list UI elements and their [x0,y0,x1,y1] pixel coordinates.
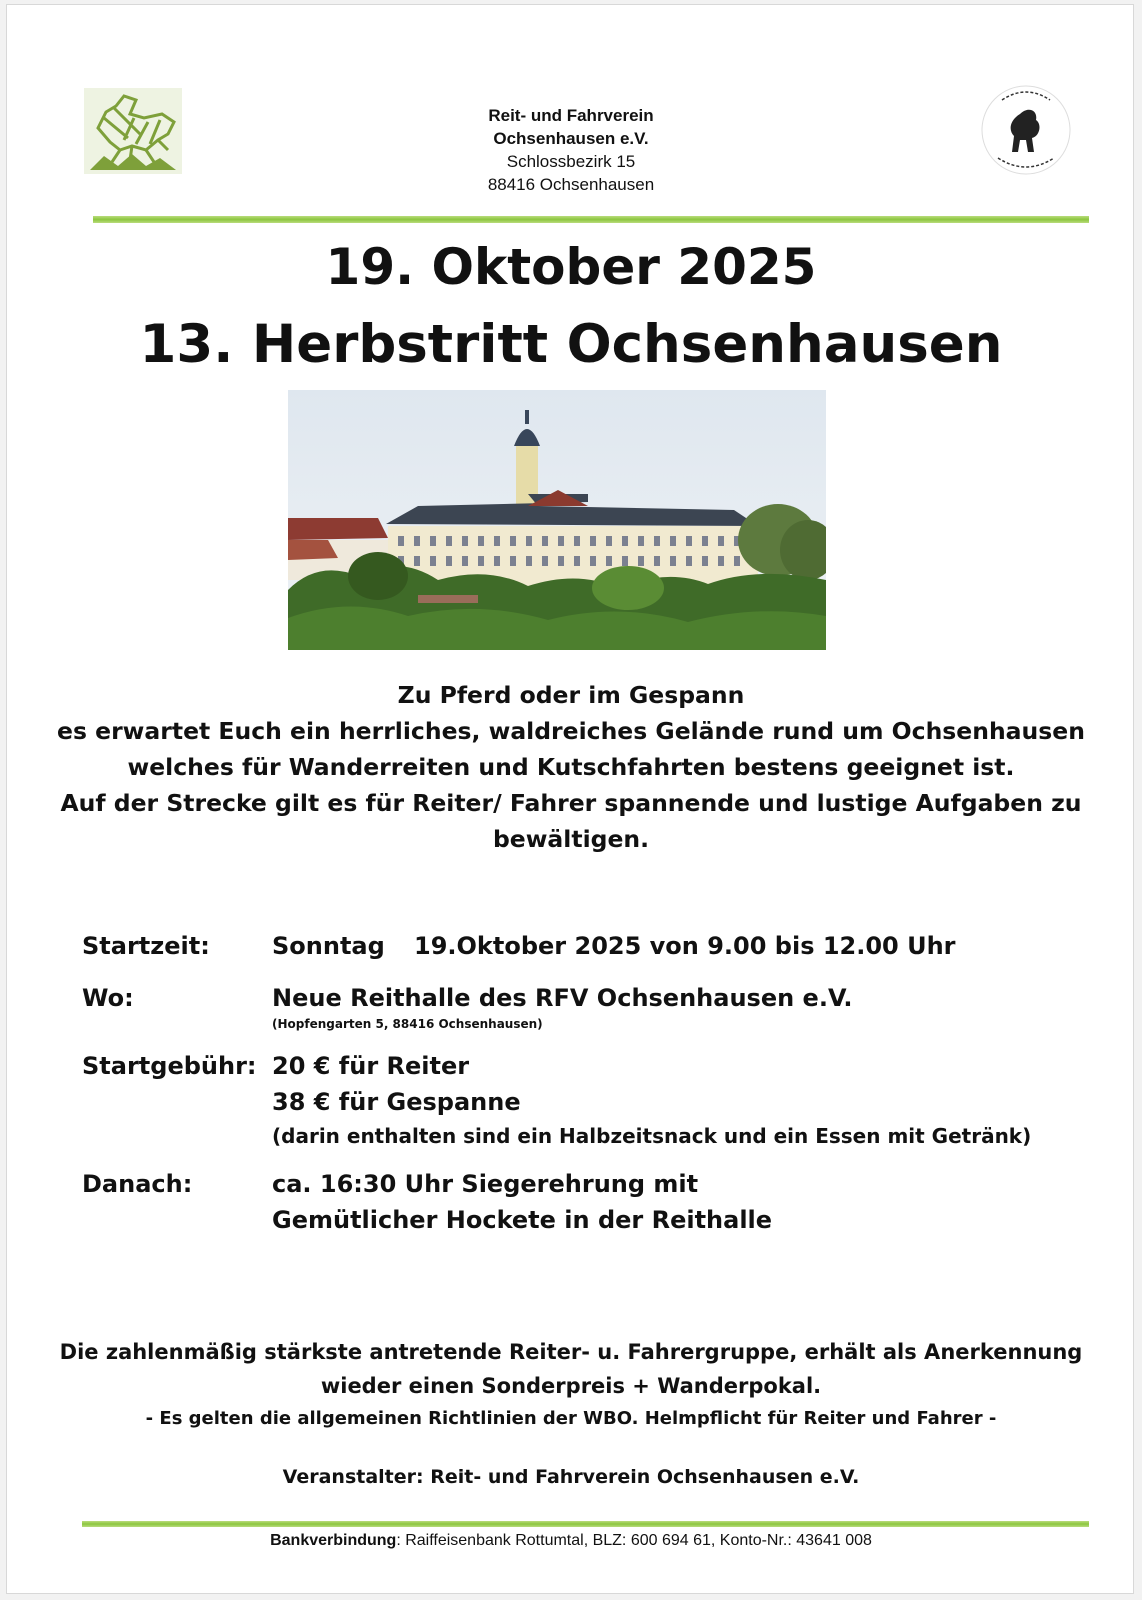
top-divider [93,216,1089,223]
org-city: 88416 Ochsenhausen [487,175,655,194]
start-label: Startzeit: [82,932,210,960]
org-name-line2: Ochsenhausen e.V. [493,129,649,148]
fee-note: (darin enthalten sind ein Halbzeitsnack und ein Essen mit Getränk) [272,1124,1032,1148]
organizer: Veranstalter: Reit- und Fahrverein Ochsenhausen e.V. [282,1466,860,1488]
org-name-line1: Reit- und Fahrverein [488,106,654,125]
intro-line: Zu Pferd oder im Gespann [397,681,745,709]
event-date: 19. Oktober 2025 [325,238,817,296]
event-title: 13. Herbstritt Ochsenhausen [139,314,1003,375]
bank-label: Bankverbindung [270,1532,397,1549]
intro-line: welches für Wanderreiten und Kutschfahrten bestens geeignet ist. [127,753,1015,781]
prize-line2: wieder einen Sonderpreis + Wanderpokal. [320,1374,822,1398]
bottom-divider [82,1521,1089,1527]
rules-line: - Es gelten die allgemeinen Richtlinien der WBO. Helmpflicht für Reiter und Fahrer - [145,1408,997,1429]
fee-label: Startgebühr: [82,1052,257,1080]
where-value: Neue Reithalle des RFV Ochsenhausen e.V. [272,984,853,1012]
start-time: 19.Oktober 2025 von 9.00 bis 12.00 Uhr [414,932,956,960]
intro-line: Auf der Strecke gilt es für Reiter/ Fahrer spannende und lustige Aufgaben zu [60,789,1082,817]
fee-rider: 20 € für Reiter [272,1052,470,1080]
intro-line: es erwartet Euch ein herrliches, waldreiches Gelände rund um Ochsenhausen [57,717,1085,745]
org-street: Schlossbezirk 15 [506,152,636,171]
prize-line1: Die zahlenmäßig stärkste antretende Reiter- u. Fahrergruppe, erhält als Anerkennung [59,1340,1083,1364]
intro-text [0,677,1142,857]
intro-line: bewältigen. [492,825,650,853]
letterhead [0,104,1142,196]
fee-team: 38 € für Gespanne [272,1088,521,1116]
start-day: Sonntag [272,932,385,960]
monastery-photo [288,390,826,650]
after-label: Danach: [82,1170,193,1198]
after-line2: Gemütlicher Hockete in der Reithalle [272,1206,773,1234]
bank-details [0,1532,1142,1550]
after-line1: ca. 16:30 Uhr Siegerehrung mit [272,1170,699,1198]
where-label: Wo: [82,984,134,1012]
where-address: (Hopfengarten 5, 88416 Ochsenhausen) [272,1017,543,1031]
bank-value: : Raiffeisenbank Rottumtal, BLZ: 600 694 61, Konto-Nr.: 43641 008 [396,1532,872,1549]
